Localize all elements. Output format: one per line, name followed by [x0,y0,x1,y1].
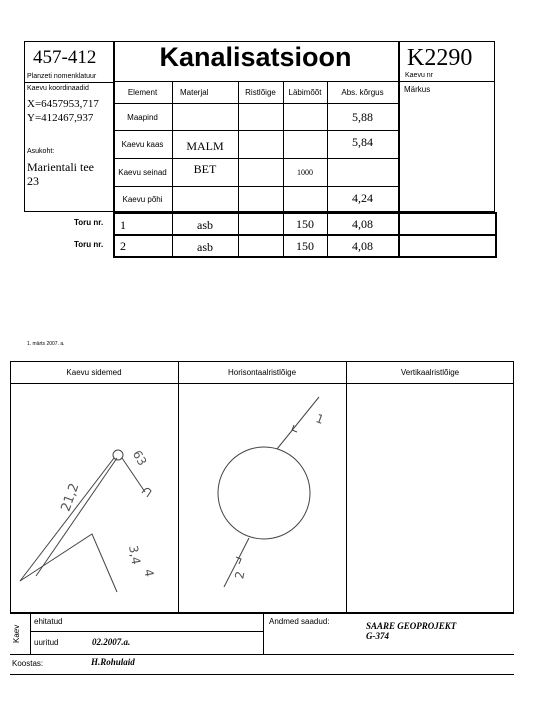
row-material: BET [193,162,217,176]
section-ties: Kaevu sidemed [66,368,122,377]
coord-x: X=6457953,717 [27,98,99,110]
row-element: Kaevu seinad [118,168,167,177]
row-element: Kaevu põhi [122,195,163,204]
tie-line [36,458,117,576]
section-vertical: Vertikaalristlõige [400,368,460,377]
author-label: Koostas: [12,659,44,668]
source-value1: SAARE GEOPROJEKT [366,621,457,631]
divider [10,674,514,675]
location-label: Asukoht: [27,148,55,155]
well-label: Kaevu nr [405,72,434,79]
col-cross: Ristlõige [245,88,276,97]
divider [495,212,497,258]
pipe-label: Toru nr. [74,240,104,249]
tie-line [20,458,114,581]
divider [30,613,31,655]
pipe-elevation: 4,08 [352,238,373,253]
source-label: Andmed saadud: [269,617,330,626]
divider [398,41,400,258]
col-elevation: Abs. kõrgus [341,88,384,97]
divider [238,81,239,258]
row-element: Kaevu kaas [121,140,164,149]
arrow-icon [292,425,297,432]
pipe-elevation: 4,08 [352,216,373,231]
pipe1-label: 1 [313,411,326,427]
row-diameter: 1000 [297,168,313,177]
pipe-diameter: 150 [296,238,314,253]
pipe-line [277,397,319,449]
source-value2: G-374 [366,631,389,641]
built-label: ehitatud [34,617,63,626]
tie-b-label: 21,2 [58,481,83,514]
pipe-label: Toru nr. [74,218,104,227]
sheet-label: Planzeti nomenklatuur [27,73,97,80]
col-diameter: Läbimõõt [288,88,322,97]
coord-y: Y=412467,937 [27,112,94,124]
location-line1: Marientali tee [27,160,94,174]
building-outline [20,534,117,592]
tie-c2-label: 4 [141,568,157,578]
tie-a-label: 63 [129,447,150,469]
pipe-diameter: 150 [296,216,314,231]
divider [346,361,347,613]
col-material: Materjal [180,88,209,97]
measured-value: 02.2007.a. [92,637,131,647]
divider [10,654,514,655]
tie-c-label: 3,4 [125,544,144,566]
section-horizontal: Horisontaalristlõige [227,368,297,377]
row-elevation: 4,24 [352,190,373,205]
divider [10,613,514,614]
pipe-no: 1 [120,218,126,232]
measured-label: uuritud [34,638,59,647]
date-label: 1. märts 2007. a. [27,341,65,347]
pipe-material: asb [197,239,213,254]
well-mark [113,450,123,460]
col-notes: Märkus [404,85,431,94]
author-value: H.Rohulaid [91,657,135,667]
side-label: Kaev [12,624,21,643]
sheet-number: 457-412 [33,47,97,68]
pipe2-label: 2 [232,570,248,580]
pipe-material: asb [197,217,213,232]
col-element: Element [127,88,158,97]
pipe-no: 2 [120,239,126,253]
page-title: Kanalisatsioon [159,42,352,72]
row-element: Maapind [127,112,158,122]
divider [30,631,263,632]
well-circle [218,447,310,539]
divider [24,82,114,83]
row-material: MALM [186,139,224,153]
ties-sketch [10,384,178,612]
location-line2: 23 [27,174,39,188]
divider [263,613,264,655]
row-elevation: 5,88 [352,109,373,124]
row-elevation: 5,84 [352,135,373,149]
coords-label: Kaevu koordinaadid [27,85,89,92]
well-id: K2290 [407,45,473,71]
